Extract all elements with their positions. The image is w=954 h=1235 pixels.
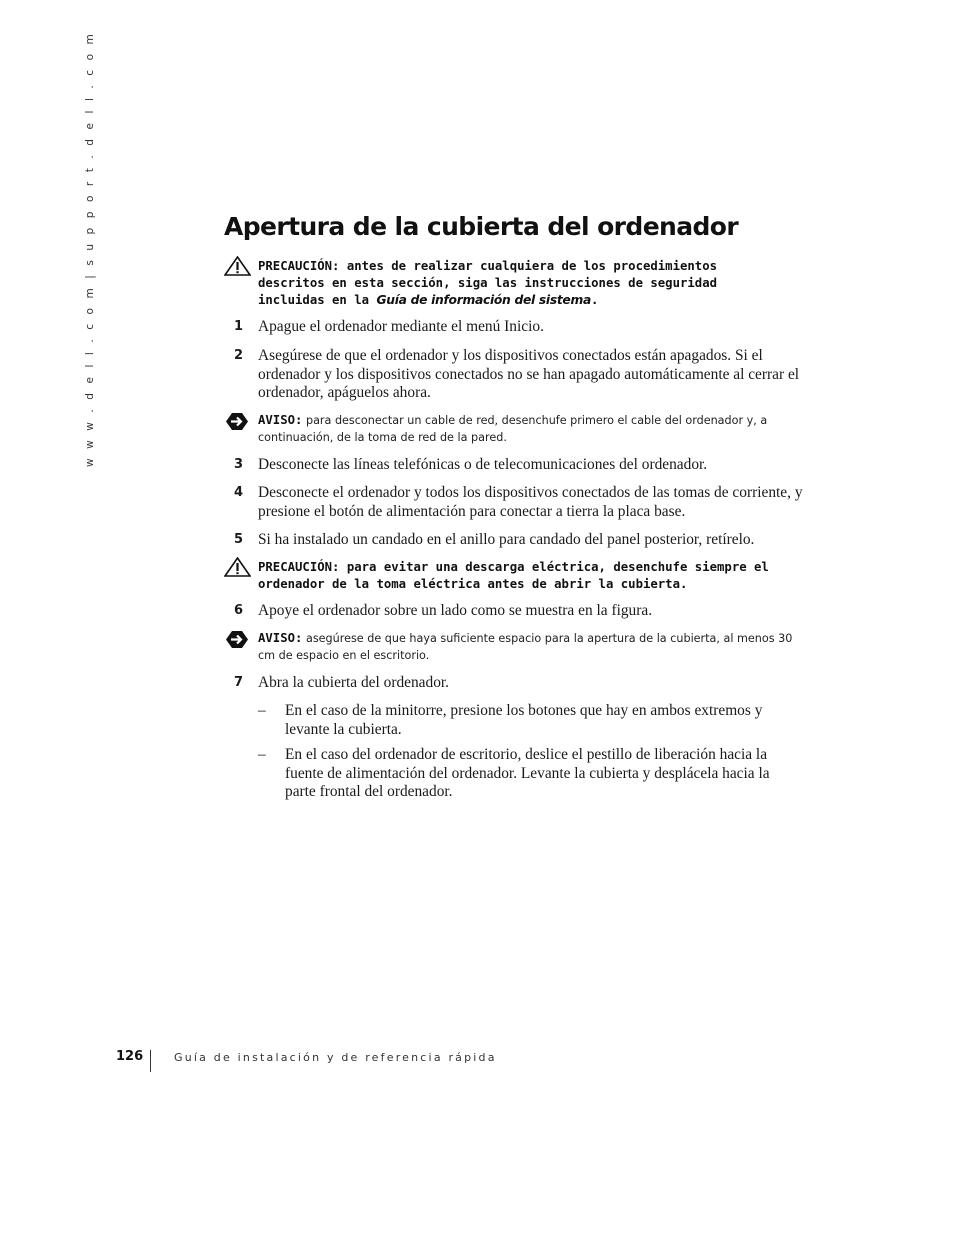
caution-label: PRECAUCIÓN:: [258, 560, 340, 574]
step-4: [224, 484, 824, 521]
step-6: [224, 602, 824, 621]
step-5: [224, 531, 824, 550]
step-text: Desconecte las líneas telefónicas o de telecomunicaciones del ordenador.: [258, 456, 708, 473]
notice-text: asegúrese de que haya suficiente espacio para la apertura de la cubierta, al menos 30 cm de espacio en el escritorio.: [258, 632, 793, 662]
notice-text: para desconectar un cable de red, desenchufe primero el cable del ordenador y, a continuación, de la toma de red de la pared.: [258, 414, 768, 444]
step-3: [224, 456, 824, 475]
warning-triangle-icon: [224, 256, 251, 281]
step-text: Apoye el ordenador sobre un lado como se muestra en la figura.: [258, 602, 653, 619]
bullet-item-desktop: [258, 746, 798, 802]
step-number: 2: [234, 348, 244, 363]
page-number: 126: [116, 1049, 144, 1064]
caution-text: antes de realizar cualquiera de los procedimientos descritos en esta sección, siga las instrucciones de seguridad incluidas en la: [258, 259, 718, 307]
caution-text: para evitar una descarga eléctrica, desenchufe siempre el ordenador de la toma eléctrica antes de abrir la cubierta.: [258, 560, 769, 591]
bullet-text: En el caso de la minitorre, presione los botones que hay en ambos extremos y levante la cubierta.: [285, 702, 763, 738]
step-text: Si ha instalado un candado en el anillo para candado del panel posterior, retírelo.: [258, 531, 755, 548]
warning-triangle-icon: [224, 557, 251, 582]
footer-doc-title: Guía de instalación y de referencia rápida: [174, 1051, 497, 1064]
notice-1: [224, 412, 794, 446]
step-text: Abra la cubierta del ordenador.: [258, 674, 450, 691]
footer-divider: [150, 1050, 151, 1072]
notice-label: AVISO:: [258, 631, 303, 645]
step-number: 6: [234, 603, 244, 618]
page-title: Apertura de la cubierta del ordenador: [224, 212, 739, 241]
step-7: [224, 674, 824, 693]
step-number: 1: [234, 319, 244, 334]
step-number: 7: [234, 675, 244, 690]
guide-reference: Guía de información del sistema: [376, 293, 591, 307]
step-text: Desconecte el ordenador y todos los dispositivos conectados de las tomas de corriente, y presione el botón de alimentación para conectar a tierra la placa base.: [258, 484, 803, 520]
notice-label: AVISO:: [258, 413, 303, 427]
step-number: 5: [234, 532, 244, 547]
step-1: 1 Apague el ordenador mediante el menú Inicio.: [234, 318, 544, 335]
step-text: Asegúrese de que el ordenador y los dispositivos conectados están apagados. Si el ordenador y los dispositivos conectados no se han apagado automáticamente al cerrar el ordenador, apáguelos ahora.: [258, 347, 800, 401]
side-url: w w w . d e l l . c o m | s u p p o r t . d e l l . c o m: [84, 31, 96, 467]
step-2: [224, 347, 824, 403]
notice-2: [224, 630, 794, 664]
step-number: 3: [234, 457, 244, 472]
bullet-item-minitower: [258, 702, 778, 739]
bullet-text: En el caso del ordenador de escritorio, deslice el pestillo de liberación hacia la fuente de alimentación del ordenador. Levante la cubierta y desplácela hacia la parte frontal del ordenador.: [285, 746, 770, 800]
caution-note-2: [224, 559, 784, 593]
bullet-dash: –: [258, 702, 266, 719]
caution-label: PRECAUCIÓN:: [258, 259, 340, 273]
bullet-dash: –: [258, 746, 266, 763]
notice-arrow-icon: [225, 412, 249, 436]
step-number: 4: [234, 485, 244, 500]
caution-note-1: PRECAUCIÓN: antes de realizar cualquiera de los procedimientos descritos en esta sección, siga las instrucciones de seguridad incluidas en la Guía de información del sistema.: [224, 258, 784, 309]
menu-name: Inicio: [504, 318, 541, 335]
notice-arrow-icon: [225, 630, 249, 654]
